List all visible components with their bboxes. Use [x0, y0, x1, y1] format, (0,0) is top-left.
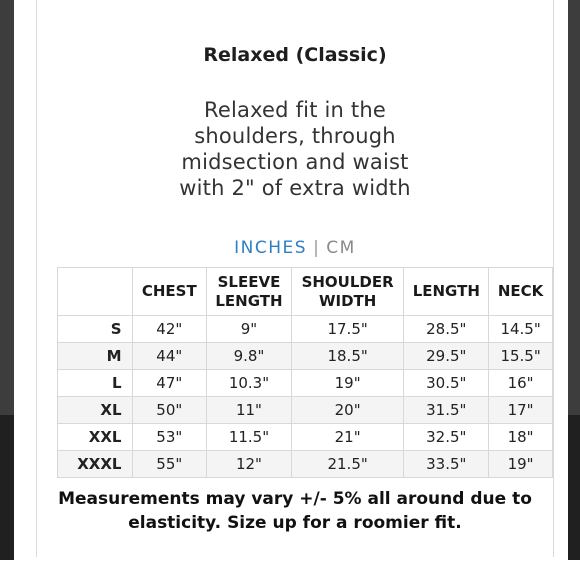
sleeve-length-value: 10.3" [207, 370, 292, 397]
length-value: 28.5" [404, 316, 489, 343]
table-row [58, 451, 553, 478]
chest-value: 42" [132, 316, 207, 343]
neck-value: 19" [489, 451, 553, 478]
sleeve-length-value: 12" [207, 451, 292, 478]
shoulder-width-value: 21.5" [291, 451, 403, 478]
size-label: XXXL [58, 451, 133, 478]
fit-title: Relaxed (Classic) [203, 44, 387, 66]
bottom-strip [0, 560, 580, 580]
neck-value: 18" [489, 424, 553, 451]
chest-value: 55" [132, 451, 207, 478]
header-size [58, 268, 133, 316]
size-label: M [58, 343, 133, 370]
sleeve-length-value: 11" [207, 397, 292, 424]
header-sleeve-length: SLEEVE LENGTH [207, 268, 292, 316]
neck-value: 14.5" [489, 316, 553, 343]
table-row [58, 343, 553, 370]
header-length: LENGTH [404, 268, 489, 316]
sleeve-length-value: 11.5" [207, 424, 292, 451]
fit-description-line: Relaxed fit in the [204, 98, 386, 122]
size-chart-table [57, 267, 553, 478]
chest-value: 44" [132, 343, 207, 370]
length-value: 29.5" [404, 343, 489, 370]
size-label: XL [58, 397, 133, 424]
fit-description-line: midsection and waist [181, 150, 409, 174]
length-value: 30.5" [404, 370, 489, 397]
neck-value: 17" [489, 397, 553, 424]
shoulder-width-value: 19" [291, 370, 403, 397]
measurement-note: Measurements may vary +/- 5% all around due to elasticity. Size up for a roomier fit. [58, 489, 532, 533]
shoulder-width-value: 21" [291, 424, 403, 451]
table-row [58, 397, 553, 424]
size-label: L [58, 370, 133, 397]
unit-cm-tab[interactable]: CM [326, 238, 356, 258]
length-value: 31.5" [404, 397, 489, 424]
header-chest: CHEST [132, 268, 207, 316]
table-row [58, 316, 553, 343]
left-page-edge-dark [0, 415, 14, 560]
header-neck: NECK [489, 268, 553, 316]
shoulder-width-value: 20" [291, 397, 403, 424]
neck-value: 16" [489, 370, 553, 397]
chest-value: 47" [132, 370, 207, 397]
size-label: S [58, 316, 133, 343]
sleeve-length-value: 9" [207, 316, 292, 343]
fit-description-line: shoulders, through [194, 124, 396, 148]
length-value: 32.5" [404, 424, 489, 451]
size-guide-panel [36, 0, 554, 557]
size-label: XXL [58, 424, 133, 451]
sleeve-length-value: 9.8" [207, 343, 292, 370]
header-shoulder-width: SHOULDER WIDTH [291, 268, 403, 316]
length-value: 33.5" [404, 451, 489, 478]
fit-description [157, 97, 433, 201]
chest-value: 50" [132, 397, 207, 424]
table-row [58, 370, 553, 397]
chest-value: 53" [132, 424, 207, 451]
unit-inches-tab[interactable]: INCHES [234, 238, 308, 258]
fit-description-line: with 2" of extra width [179, 176, 411, 200]
table-row [58, 424, 553, 451]
unit-toggle [37, 238, 553, 258]
shoulder-width-value: 18.5" [291, 343, 403, 370]
right-page-edge-dark [568, 415, 580, 560]
shoulder-width-value: 17.5" [291, 316, 403, 343]
neck-value: 15.5" [489, 343, 553, 370]
table-header-row [58, 268, 553, 316]
unit-separator: | [313, 238, 321, 258]
